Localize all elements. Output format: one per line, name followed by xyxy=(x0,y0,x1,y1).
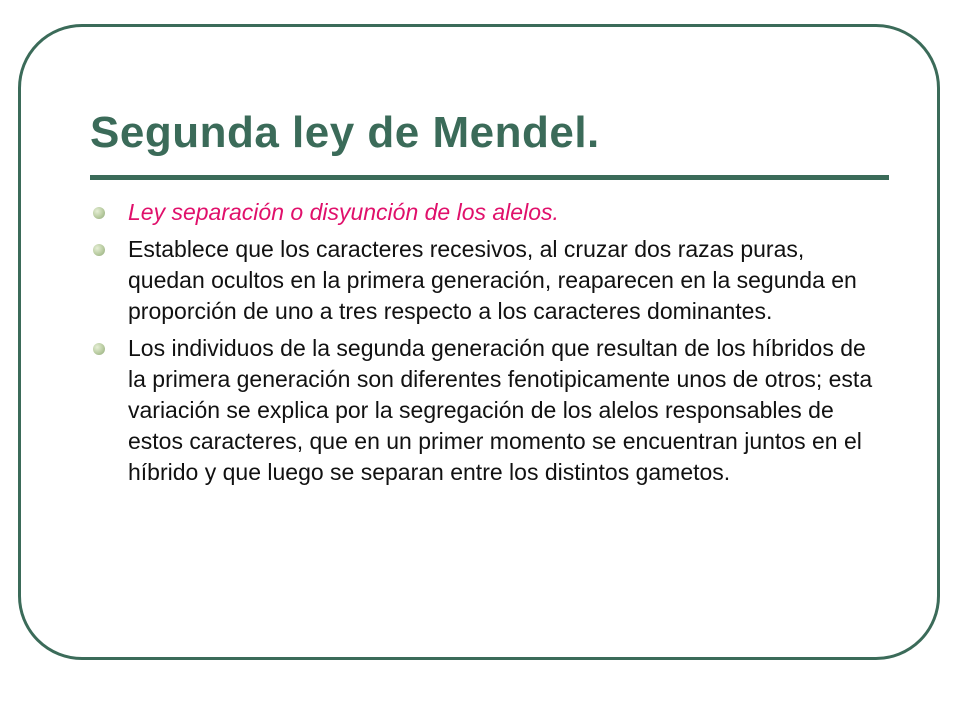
bullet-dot-icon xyxy=(93,343,105,355)
bullet-text-individuals: Los individuos de la segunda generación que resultan de los híbridos de la primera generación son diferentes fenotipicamente unos de otros; esta variación se explica por la segregación de los alelos responsables de estos caracteres, que en un primer momento se encuentran juntos en el híbrido y que luego se separan entre los distintos gametos. xyxy=(128,335,873,485)
bullet-item-individuals xyxy=(90,333,880,488)
title-underline xyxy=(90,175,889,180)
bullet-item-establishes xyxy=(90,234,880,327)
slide-title: Segunda ley de Mendel. xyxy=(90,108,600,157)
bullet-text-law: Ley separación o disyunción de los alelos. xyxy=(128,199,559,225)
bullet-list xyxy=(90,197,880,494)
bullet-item-law xyxy=(90,197,880,228)
bullet-dot-icon xyxy=(93,244,105,256)
bullet-dot-icon xyxy=(93,207,105,219)
bullet-text-establishes: Establece que los caracteres recesivos, al cruzar dos razas puras, quedan ocultos en la primera generación, reaparecen en la segunda en proporción de uno a tres respecto a los caracteres dominantes. xyxy=(128,236,857,324)
